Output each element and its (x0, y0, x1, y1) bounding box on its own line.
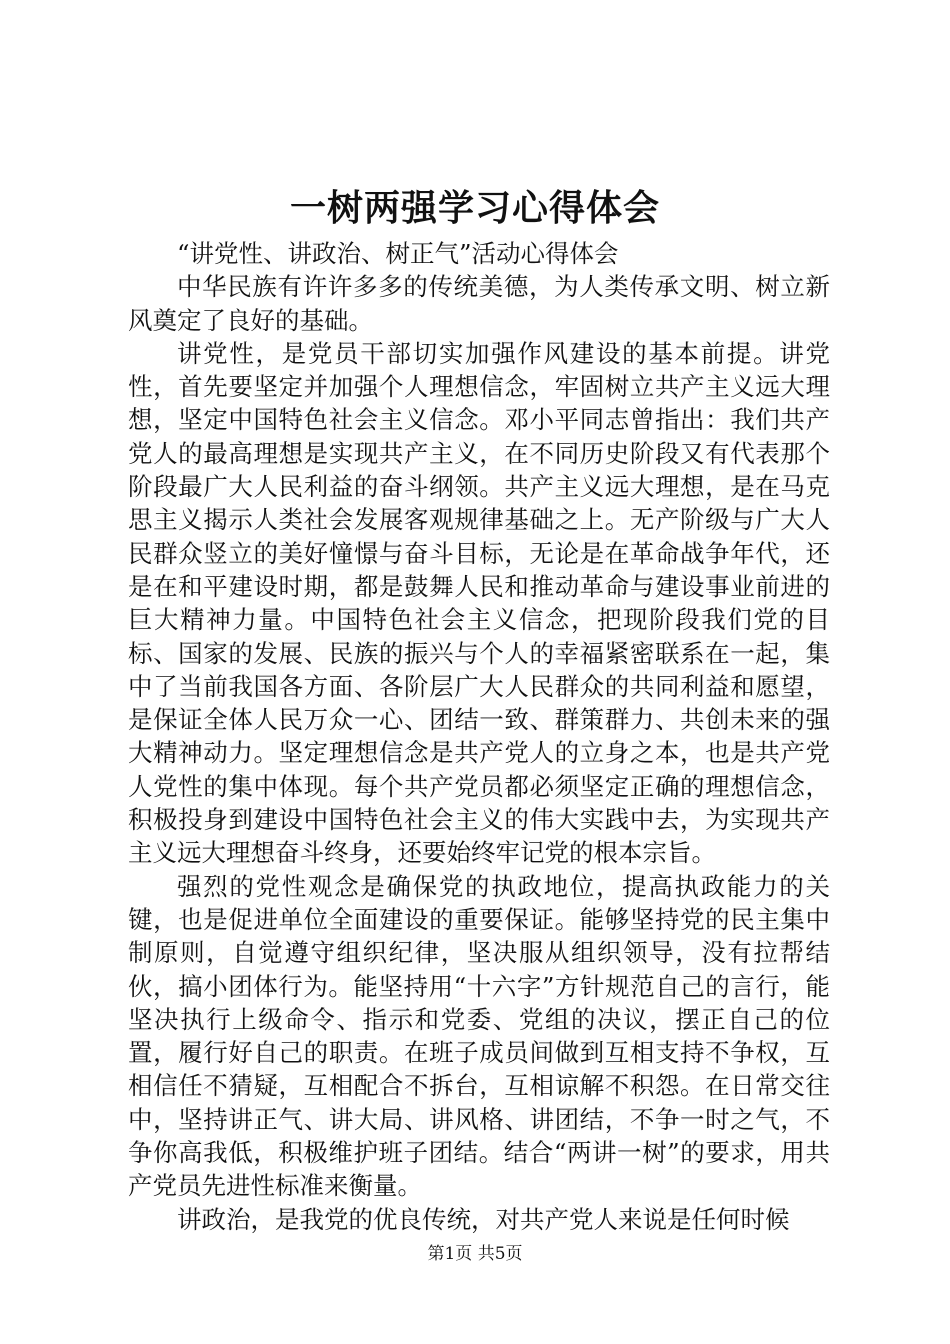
body-paragraph-1: 中华民族有许许多多的传统美德，为人类传承文明、树立新风奠定了良好的基础。 (128, 272, 830, 335)
document-body (128, 237, 830, 1236)
body-paragraph-2: 讲党性，是党员干部切实加强作风建设的基本前提。讲党性，首先要坚定并加强个人理想信念，牢固树立共产主义远大理想，坚定中国特色社会主义信念。邓小平同志曾指出：我们共产党人的最高理想是实现共产主义，在不同历史阶段又有代表那个阶段最广大人民利益的奋斗纲领。共产主义远大理想，是在马克思主义揭示人类社会发展客观规律基础之上。无产阶级与广大人民群众竖立的美好憧憬与奋斗目标，无论是在革命战争年代，还是在和平建设时期，都是鼓舞人民和推动革命与建设事业前进的巨大精神力量。中国特色社会主义信念，把现阶段我们党的目标、国家的发展、民族的振兴与个人的幸福紧密联系在一起，集中了当前我国各方面、各阶层广大人民群众的共同利益和愿望，是保证全体人民万众一心、团结一致、群策群力、共创未来的强大精神动力。坚定理想信念是共产党人的立身之本，也是共产党人党性的集中体现。每个共产党员都必须坚定正确的理想信念，积极投身到建设中国特色社会主义的伟大实践中去，为实现共产主义远大理想奋斗终身，还要始终牢记党的根本宗旨。 (128, 338, 830, 868)
page-number-footer: 第1页 共5页 (427, 1244, 523, 1264)
body-paragraph-3: 强烈的党性观念是确保党的执政地位，提高执政能力的关键，也是促进单位全面建设的重要保证。能够坚持党的民主集中制原则，自觉遵守组织纪律，坚决服从组织领导，没有拉帮结伙，搞小团体行为。能坚持用“十六字”方针规范自己的言行，能坚决执行上级命令、指示和党委、党组的决议，摆正自己的位置，履行好自己的职责。在班子成员间做到互相支持不争权，互相信任不猜疑，互相配合不拆台，互相谅解不积怨。在日常交往中，坚持讲正气、讲大局、讲风格、讲团结，不争一时之气，不争你高我低，积极维护班子团结。结合“两讲一树”的要求，用共产党员先进性标准来衡量。 (128, 871, 830, 1201)
document-title: 一树两强学习心得体会 (289, 187, 660, 229)
subtitle-paragraph: “讲党性、讲政治、树正气”活动心得体会 (177, 239, 619, 268)
body-paragraph-4: 讲政治，是我党的优良传统，对共产党人来说是任何时候 (177, 1204, 790, 1234)
